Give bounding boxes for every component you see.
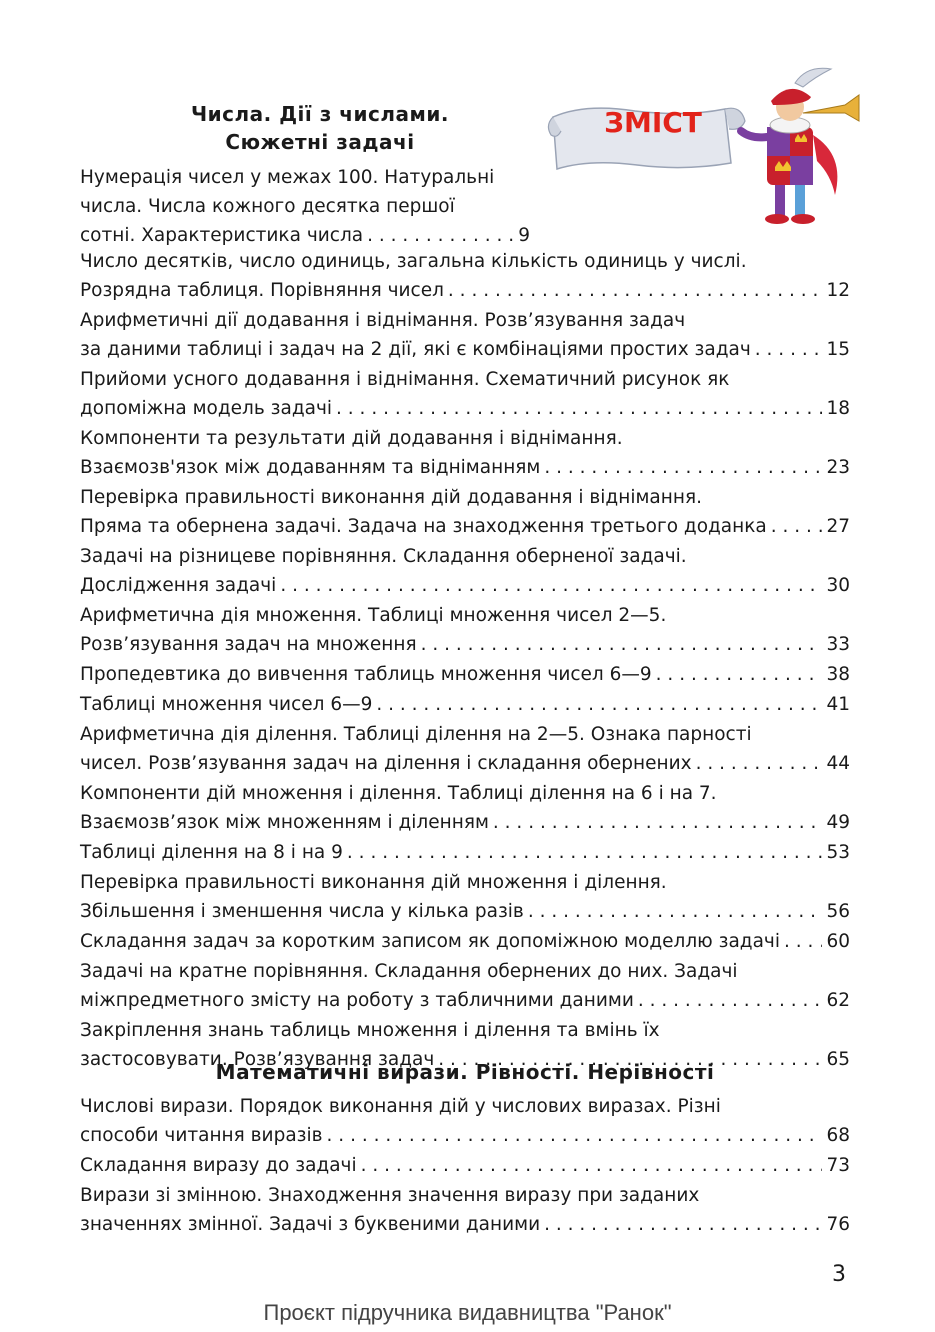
entry-text: застосовувати. Розв’язування задач bbox=[80, 1049, 435, 1070]
entry-text: Збільшення і зменшення числа у кілька разів bbox=[80, 901, 524, 922]
leader-dots bbox=[421, 630, 823, 659]
entry-text: Взаємозв’язок між множенням і діленням bbox=[80, 812, 489, 833]
toc-entry[interactable] bbox=[80, 957, 850, 1015]
leader-dots bbox=[336, 394, 822, 423]
entry-line: Перевірка правильності виконання дій додавання і віднімання. bbox=[80, 487, 702, 508]
toc-entry[interactable] bbox=[80, 601, 850, 659]
entry-line: Арифметична дія множення. Таблиці множення чисел 2—5. bbox=[80, 605, 667, 626]
leader-dots bbox=[528, 897, 823, 926]
entry-page: 60 bbox=[826, 931, 850, 952]
toc-entry[interactable] bbox=[80, 779, 850, 837]
entry-page: 41 bbox=[826, 694, 850, 715]
leader-dots bbox=[696, 749, 823, 778]
entry-line: Компоненти та результати дій додавання і віднімання. bbox=[80, 428, 623, 449]
toc-entry[interactable] bbox=[80, 720, 850, 778]
entry-page: 44 bbox=[826, 753, 850, 774]
contents-banner-label: ЗМІСТ bbox=[604, 106, 702, 139]
entry-page: 12 bbox=[826, 280, 850, 301]
entry-page: 33 bbox=[826, 634, 850, 655]
entry-page: 53 bbox=[826, 842, 850, 863]
entry-page: 65 bbox=[826, 1049, 850, 1070]
entry-line: Перевірка правильності виконання дій множення і ділення. bbox=[80, 872, 667, 893]
toc-section-1 bbox=[80, 247, 850, 1074]
entry-text: чисел. Розв’язування задач на ділення і складання обернених bbox=[80, 753, 692, 774]
entry-text: Розрядна таблиця. Порівняння чисел bbox=[80, 280, 444, 301]
entry-line: Арифметична дія ділення. Таблиці ділення на 2—5. Ознака парності bbox=[80, 724, 752, 745]
entry-text: сотні. Характеристика числа bbox=[80, 225, 364, 246]
toc-entry[interactable] bbox=[80, 690, 850, 719]
publisher-footer: Проєкт підручника видавництва "Ранок" bbox=[263, 1300, 672, 1325]
entry-text: значеннях змінної. Задачі з буквеними даними bbox=[80, 1214, 541, 1235]
leader-dots bbox=[367, 221, 514, 250]
page-number: 3 bbox=[832, 1262, 846, 1287]
entry-text: Таблиці ділення на 8 і на 9 bbox=[80, 842, 343, 863]
entry-line: Арифметичні дії додавання і віднімання. Розв’язування задач bbox=[80, 310, 686, 331]
leader-dots bbox=[280, 571, 822, 600]
toc-entry[interactable] bbox=[80, 424, 850, 482]
entry-page: 56 bbox=[826, 901, 850, 922]
toc-section-2 bbox=[80, 1092, 850, 1239]
toc-entry[interactable] bbox=[80, 1151, 850, 1180]
toc-section-1-top bbox=[80, 163, 530, 250]
entry-line: числа. Числа кожного десятка першої bbox=[80, 196, 455, 217]
section-title-numbers bbox=[120, 100, 520, 156]
entry-text: за даними таблиці і задач на 2 дії, які є комбінаціями простих задач bbox=[80, 339, 751, 360]
toc-entry[interactable] bbox=[80, 868, 850, 926]
toc-entry[interactable] bbox=[80, 247, 850, 305]
leader-dots bbox=[771, 512, 823, 541]
toc-entry[interactable] bbox=[80, 365, 850, 423]
entry-page: 49 bbox=[826, 812, 850, 833]
toc-entry[interactable] bbox=[80, 542, 850, 600]
entry-page: 76 bbox=[826, 1214, 850, 1235]
leader-dots bbox=[493, 808, 823, 837]
leader-dots bbox=[544, 453, 822, 482]
leader-dots bbox=[656, 660, 823, 689]
entry-page: 68 bbox=[826, 1125, 850, 1146]
leader-dots bbox=[784, 927, 822, 956]
entry-line: Нумерація чисел у межах 100. Натуральні bbox=[80, 167, 495, 188]
entry-page: 38 bbox=[826, 664, 850, 685]
entry-line: Числові вирази. Порядок виконання дій у числових виразах. Різні bbox=[80, 1096, 721, 1117]
leader-dots bbox=[544, 1210, 822, 1239]
entry-text: Дослідження задачі bbox=[80, 575, 277, 596]
entry-text: Розв’язування задач на множення bbox=[80, 634, 417, 655]
toc-entry[interactable] bbox=[80, 163, 530, 250]
leader-dots bbox=[347, 838, 823, 867]
entry-text: Пропедевтика до вивчення таблиць множення чисел 6—9 bbox=[80, 664, 652, 685]
toc-entry[interactable] bbox=[80, 927, 850, 956]
entry-page: 9 bbox=[518, 225, 530, 246]
toc-entry[interactable] bbox=[80, 1092, 850, 1150]
entry-text: Взаємозв'язок між додаванням та відніманням bbox=[80, 457, 541, 478]
leader-dots bbox=[755, 335, 823, 364]
entry-text: Пряма та обернена задачі. Задача на знаходження третього доданка bbox=[80, 516, 767, 537]
section-title-expressions: Математичні вирази. Рівності. Нерівності bbox=[215, 1060, 715, 1084]
toc-entry[interactable] bbox=[80, 306, 850, 364]
entry-text: Складання виразу до задачі bbox=[80, 1155, 357, 1176]
toc-entry[interactable] bbox=[80, 1181, 850, 1239]
entry-line: Задачі на кратне порівняння. Складання обернених до них. Задачі bbox=[80, 961, 738, 982]
entry-page: 18 bbox=[826, 398, 850, 419]
toc-entry[interactable] bbox=[80, 483, 850, 541]
entry-line: Число десятків, число одиниць, загальна кількість одиниць у числі. bbox=[80, 251, 747, 272]
entry-page: 15 bbox=[826, 339, 850, 360]
entry-line: Прийоми усного додавання і віднімання. Схематичний рисунок як bbox=[80, 369, 730, 390]
entry-page: 73 bbox=[826, 1155, 850, 1176]
leader-dots bbox=[638, 986, 823, 1015]
entry-page: 62 bbox=[826, 990, 850, 1011]
leader-dots bbox=[327, 1121, 823, 1150]
section-title-line2: Сюжетні задачі bbox=[225, 130, 415, 154]
entry-text: Складання задач за коротким записом як допоміжною моделлю задачі bbox=[80, 931, 780, 952]
leader-dots bbox=[448, 276, 823, 305]
toc-entry[interactable] bbox=[80, 660, 850, 689]
entry-text: способи читання виразів bbox=[80, 1125, 323, 1146]
entry-page: 23 bbox=[826, 457, 850, 478]
entry-text: міжпредметного змісту на роботу з табличними даними bbox=[80, 990, 634, 1011]
leader-dots bbox=[376, 690, 822, 719]
entry-line: Компоненти дій множення і ділення. Таблиці ділення на 6 і на 7. bbox=[80, 783, 717, 804]
herald-banner-illustration bbox=[545, 65, 875, 230]
entry-text: Таблиці множення чисел 6—9 bbox=[80, 694, 373, 715]
entry-page: 30 bbox=[826, 575, 850, 596]
entry-page: 27 bbox=[826, 516, 850, 537]
entry-text: допоміжна модель задачі bbox=[80, 398, 333, 419]
entry-line: Вирази зі змінною. Знаходження значення виразу при заданих bbox=[80, 1185, 700, 1206]
toc-entry[interactable] bbox=[80, 838, 850, 867]
section-title-line1: Числа. Дії з числами. bbox=[190, 102, 449, 126]
entry-line: Задачі на різницеве порівняння. Складання оберненої задачі. bbox=[80, 546, 687, 567]
entry-line: Закріплення знань таблиць множення і ділення та вмінь їх bbox=[80, 1020, 660, 1041]
leader-dots bbox=[361, 1151, 823, 1180]
